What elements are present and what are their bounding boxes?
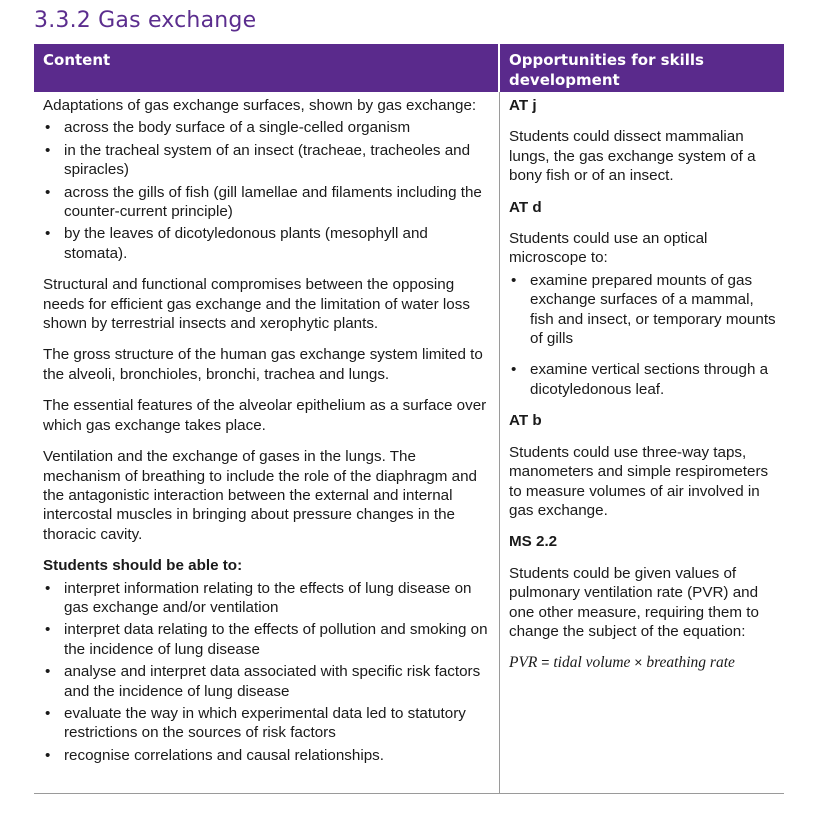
content-paragraph: The gross structure of the human gas exchange system limited to the alveoli, bronchioles, bronchi, trachea and lungs. [43, 346, 483, 383]
list-item: • interpret data relating to the effects of pollution and smoking on the incidence of lung disease [43, 620, 493, 659]
ms-heading: MS 2.2 [509, 533, 558, 551]
list-item: • in the tracheal system of an insect (tracheae, tracheoles and spiracles) [43, 141, 493, 180]
content-column [43, 96, 493, 765]
content-paragraph: Ventilation and the exchange of gases in the lungs. The mechanism of breathing to include the role of the diaphragm and the antagonistic interaction between the external and internal intercostal muscles in bringing about pressure changes in the thoracic cavity. [43, 448, 477, 543]
spec-table [34, 44, 784, 794]
skills-column [509, 96, 779, 673]
able-to-heading: Students should be able to: [43, 557, 243, 575]
atd-text: Students could use an optical microscope to: [509, 230, 708, 267]
list-item: • interpret information relating to the effects of lung disease on gas exchange and/or ventilation [43, 579, 493, 618]
equation-term1: tidal volume [553, 654, 631, 672]
list-item: • across the body surface of a single-celled organism [43, 118, 493, 137]
atb-text: Students could use three-way taps, manometers and simple respirometers to measure volumes of air involved in gas exchange. [509, 443, 769, 519]
content-paragraph: Structural and functional compromises between the opposing needs for efficient gas exchange and the limitation of water loss shown by terrestrial insects and xerophytic plants. [43, 276, 470, 333]
list-item: • by the leaves of dicotyledonous plants (mesophyll and stomata). [43, 224, 493, 263]
content-paragraph: The essential features of the alveolar epithelium as a surface over which gas exchange takes place. [43, 397, 487, 434]
adaptations-list [43, 118, 493, 263]
equation-term2: breathing rate [646, 654, 735, 672]
equation-equals: = [541, 654, 550, 671]
list-item: • examine vertical sections through a dicotyledonous leaf. [509, 360, 779, 399]
atj-text: Students could dissect mammalian lungs, the gas exchange system of a bony fish or of an insect. [509, 128, 756, 185]
content-column-header: Content [34, 44, 498, 92]
list-item: • examine prepared mounts of gas exchange surfaces of a mammal, fish and insect, or temporary mounts of gills [509, 271, 779, 349]
equation-times: × [634, 654, 643, 671]
content-paragraph: Adaptations of gas exchange surfaces, shown by gas exchange: [43, 97, 477, 114]
list-item: • across the gills of fish (gill lamellae and filaments including the counter-current principle) [43, 183, 493, 222]
skills-column-header: Opportunities for skills development [500, 44, 784, 92]
list-item: • recognise correlations and causal relationships. [43, 746, 493, 765]
atj-heading: AT j [509, 97, 537, 114]
ms-text: Students could be given values of pulmonary ventilation rate (PVR) and one other measure, requiring them to change the subject of the equation: [509, 564, 759, 640]
pvr-equation [509, 653, 779, 672]
list-item: • evaluate the way in which experimental data led to statutory restrictions on the sources of risk factors [43, 704, 493, 743]
equation-lhs: PVR [509, 654, 538, 672]
table-bottom-rule [34, 793, 784, 794]
atb-heading: AT b [509, 412, 542, 430]
atd-list [509, 271, 779, 399]
list-item: • analyse and interpret data associated with specific risk factors and the incidence of lung disease [43, 662, 493, 701]
section-title: 3.3.2 Gas exchange [34, 8, 257, 33]
able-to-list [43, 579, 493, 766]
column-divider [499, 92, 500, 794]
atd-heading: AT d [509, 198, 542, 216]
